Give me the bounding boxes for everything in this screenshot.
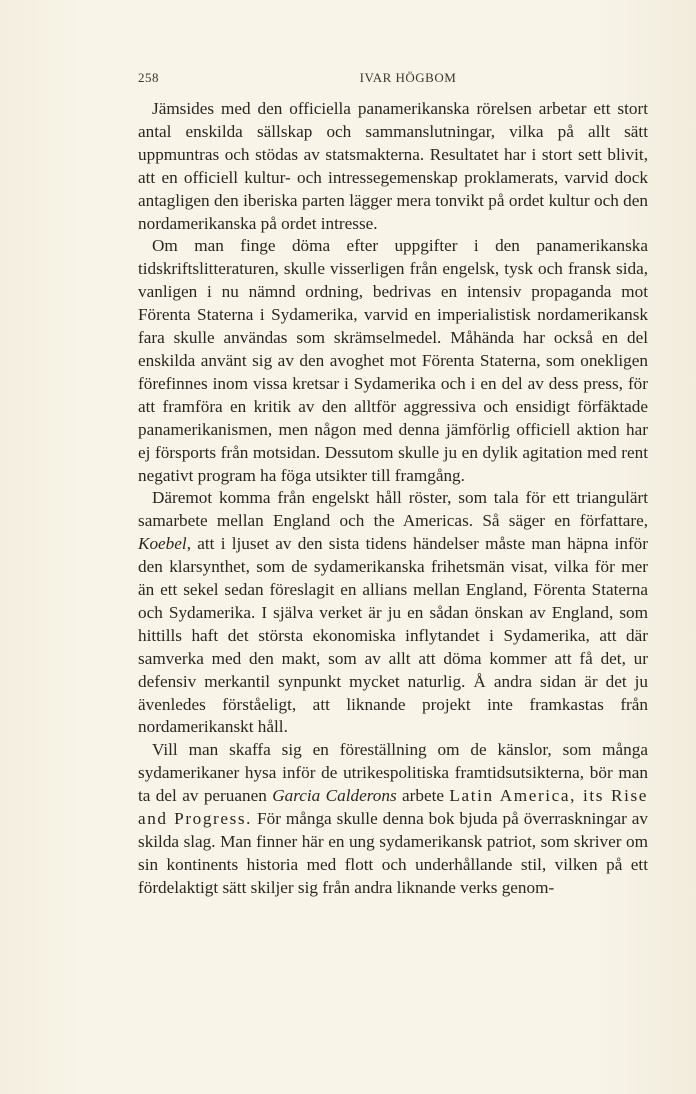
book-title: Latin America, its Rise and Progress. bbox=[138, 786, 648, 829]
paragraph-3-part-1: Däremot komma från engelskt håll röster, som tala för ett triangulärt samarbete mellan England och the Americas. Så säger en författare, bbox=[138, 488, 648, 531]
page-number: 258 bbox=[138, 70, 159, 85]
paragraph-4-part-3: För många skulle denna bok bjuda på överraskningar av skilda slag. Man finner här en ung sydamerikansk patriot, som skriver om sin kontinents historia med flott och underhållande stil, vilken på ett fördelaktigt sätt skiljer sig från andra liknande verks genom- bbox=[138, 809, 648, 897]
running-head: IVAR HÖGBOM bbox=[359, 70, 457, 85]
paragraph-3-part-2: , att i ljuset av den sista tidens händelser måste man häpna inför den klarsynthet, som de sydamerikanska frihetsmän visat, vilka för mer än ett sekel sedan föreslagit en allians mellan England, Förenta Staterna och Sydamerika. I själva verket är ju en sådan önskan av England, som hittills haft det största ekonomiska inflytandet i Sydamerika, att där samverka med den makt, som av allt att döma kommer att få det, ur defensiv merkantil synpunkt mycket naturlig. Å andra sidan är det ju ävenledes förståeligt, att liknande projekt inte framkastas från nordamerikanskt håll. bbox=[138, 534, 648, 737]
paragraph-1: Jämsides med den officiella panamerikanska rörelsen arbetar ett stort antal enskilda sällskap och sammanslutningar, vilka på allt sätt uppmuntras och stödas av statsmakterna. Resultatet har i stort sett blivit, att en officiell kultur- och intressegemenskap proklamerats, varvid dock antagligen den iberiska parten lägger mera tonvikt på ordet kultur och den nordamerikanska på ordet intresse. bbox=[138, 99, 648, 233]
paragraph-4-part-2: arbete bbox=[396, 786, 450, 806]
paragraph-4 bbox=[138, 739, 648, 899]
paragraph-4-part-1: Vill man skaffa sig en föreställning om de känslor, som många sydamerikaner hysa inför de utrikespolitiska framtidsutsikterna, bör man ta del av peruanen bbox=[138, 740, 648, 806]
author-garcia-calderon: Garcia Calderons bbox=[272, 786, 397, 806]
paragraph-3 bbox=[138, 487, 648, 739]
author-koebel: Koebel bbox=[138, 534, 187, 554]
paragraph-2: Om man finge döma efter uppgifter i den panamerikanska tidskriftslitteraturen, skulle visserligen från engelsk, tysk och fransk sida, vanligen i nu nämnd ordning, bedrivas en intensiv propaganda mot Förenta Staterna i Sydamerika, varvid en imperialistisk nordamerikansk fara skulle användas som skrämselmedel. Måhända har också en del enskilda använt sig av den avoghet mot Förenta Staterna, som onekligen förefinnes inom vissa kretsar i Sydamerika och i en del av dess press, för att framföra en kritik av den alltför aggressiva och ensidigt förfäktade panamerikanismen, men någon med denna jämförlig officiell aktion har ej försports från motsidan. Dessutom skulle ju en dylik agitation med rent negativt program ha föga utsikter till framgång. bbox=[138, 236, 648, 485]
page-header bbox=[138, 70, 648, 90]
body-text bbox=[138, 98, 648, 900]
